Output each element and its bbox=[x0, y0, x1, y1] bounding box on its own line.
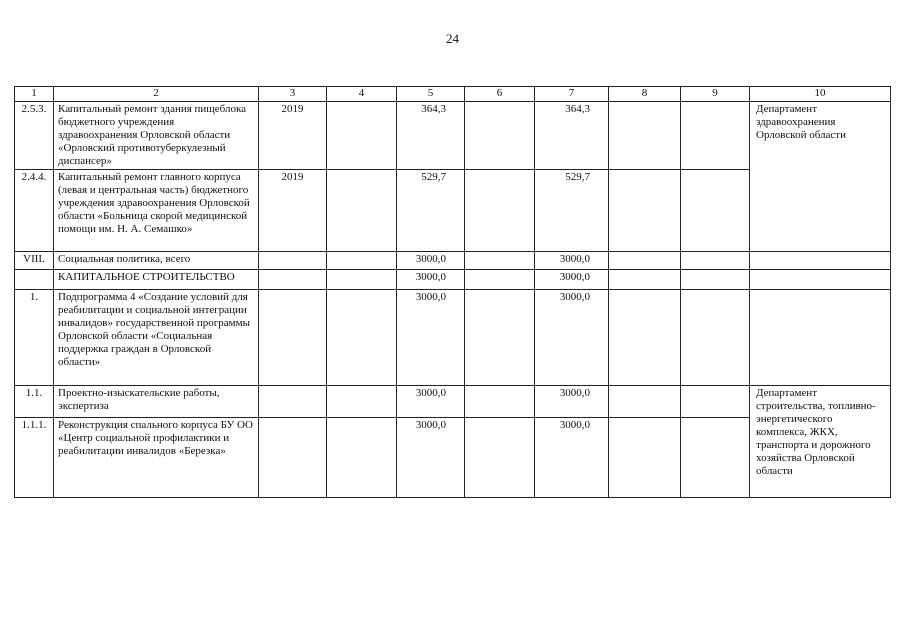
row-year: 2019 bbox=[259, 170, 327, 252]
table-row bbox=[15, 252, 891, 270]
row-col8 bbox=[609, 270, 681, 290]
row-col4 bbox=[327, 252, 397, 270]
header-cell: 8 bbox=[609, 87, 681, 102]
row-col7: 3000,0 bbox=[535, 290, 609, 386]
table-row bbox=[15, 386, 891, 418]
row-col10 bbox=[750, 290, 891, 386]
row-year bbox=[259, 252, 327, 270]
row-name: КАПИТАЛЬНОЕ СТРОИТЕЛЬСТВО bbox=[54, 270, 259, 290]
row-year bbox=[259, 290, 327, 386]
row-col4 bbox=[327, 386, 397, 418]
row-col8 bbox=[609, 170, 681, 252]
header-cell: 3 bbox=[259, 87, 327, 102]
row-col7: 3000,0 bbox=[535, 252, 609, 270]
header-cell: 6 bbox=[465, 87, 535, 102]
row-col6 bbox=[465, 270, 535, 290]
row-number: 1.1. bbox=[15, 386, 54, 418]
row-col9 bbox=[681, 290, 750, 386]
row-col5: 3000,0 bbox=[397, 270, 465, 290]
header-cell: 7 bbox=[535, 87, 609, 102]
row-col5: 3000,0 bbox=[397, 290, 465, 386]
row-col9 bbox=[681, 270, 750, 290]
header-cell: 1 bbox=[15, 87, 54, 102]
row-col7: 3000,0 bbox=[535, 386, 609, 418]
row-col8 bbox=[609, 252, 681, 270]
row-name: Социальная политика, всего bbox=[54, 252, 259, 270]
row-col7: 3000,0 bbox=[535, 270, 609, 290]
row-number: 2.5.3. bbox=[15, 102, 54, 170]
header-cell: 5 bbox=[397, 87, 465, 102]
row-col5: 3000,0 bbox=[397, 386, 465, 418]
budget-table bbox=[14, 86, 891, 498]
row-name: Проектно-изыскательские работы, экспертиза bbox=[54, 386, 259, 418]
row-col6 bbox=[465, 386, 535, 418]
row-year bbox=[259, 418, 327, 498]
header-cell: 9 bbox=[681, 87, 750, 102]
row-col6 bbox=[465, 170, 535, 252]
row-col5: 3000,0 bbox=[397, 418, 465, 498]
row-year bbox=[259, 386, 327, 418]
responsible-health: Департамент здравоохранения Орловской области bbox=[750, 102, 891, 252]
row-name: Капитальный ремонт главного корпуса (левая и центральная часть) бюджетного учреждения здравоохранения Орловской области «Больница скорой медицинской помощи им. Н. А. Семашко» bbox=[54, 170, 259, 252]
row-col6 bbox=[465, 418, 535, 498]
table-row bbox=[15, 102, 891, 170]
header-cell: 2 bbox=[54, 87, 259, 102]
row-col7: 364,3 bbox=[535, 102, 609, 170]
row-col9 bbox=[681, 386, 750, 418]
row-number: 2.4.4. bbox=[15, 170, 54, 252]
row-col6 bbox=[465, 290, 535, 386]
row-col4 bbox=[327, 418, 397, 498]
row-name: Подпрограмма 4 «Создание условий для реабилитации и социальной интеграции инвалидов» государственной программы Орловской области «Социальная поддержка граждан в Орловской области» bbox=[54, 290, 259, 386]
page-number: 24 bbox=[446, 31, 459, 46]
row-col8 bbox=[609, 290, 681, 386]
row-col4 bbox=[327, 170, 397, 252]
row-col8 bbox=[609, 102, 681, 170]
row-col4 bbox=[327, 290, 397, 386]
row-col8 bbox=[609, 418, 681, 498]
row-number: 1.1.1. bbox=[15, 418, 54, 498]
row-col9 bbox=[681, 252, 750, 270]
row-col6 bbox=[465, 252, 535, 270]
row-col10 bbox=[750, 252, 891, 270]
row-number: 1. bbox=[15, 290, 54, 386]
row-col10 bbox=[750, 270, 891, 290]
row-year bbox=[259, 270, 327, 290]
row-col7: 3000,0 bbox=[535, 418, 609, 498]
table-row bbox=[15, 270, 891, 290]
header-cell: 4 bbox=[327, 87, 397, 102]
row-col6 bbox=[465, 102, 535, 170]
responsible-construction: Департамент строительства, топливно-энергетического комплекса, ЖКХ, транспорта и дорожного хозяйства Орловской области bbox=[750, 386, 891, 498]
row-col4 bbox=[327, 102, 397, 170]
row-name: Капитальный ремонт здания пищеблока бюджетного учреждения здравоохранения Орловской области «Орловский противотуберкулезный диспансер» bbox=[54, 102, 259, 170]
row-number bbox=[15, 270, 54, 290]
row-col5: 3000,0 bbox=[397, 252, 465, 270]
row-number: VIII. bbox=[15, 252, 54, 270]
header-cell: 10 bbox=[750, 87, 891, 102]
table-header-row bbox=[15, 87, 891, 102]
row-col5: 529,7 bbox=[397, 170, 465, 252]
row-col9 bbox=[681, 170, 750, 252]
table-row bbox=[15, 290, 891, 386]
row-col5: 364,3 bbox=[397, 102, 465, 170]
row-col7: 529,7 bbox=[535, 170, 609, 252]
row-year: 2019 bbox=[259, 102, 327, 170]
row-name: Реконструкция спального корпуса БУ ОО «Центр социальной профилактики и реабилитации инвалидов «Березка» bbox=[54, 418, 259, 498]
row-col4 bbox=[327, 270, 397, 290]
row-col9 bbox=[681, 102, 750, 170]
row-col9 bbox=[681, 418, 750, 498]
row-col8 bbox=[609, 386, 681, 418]
